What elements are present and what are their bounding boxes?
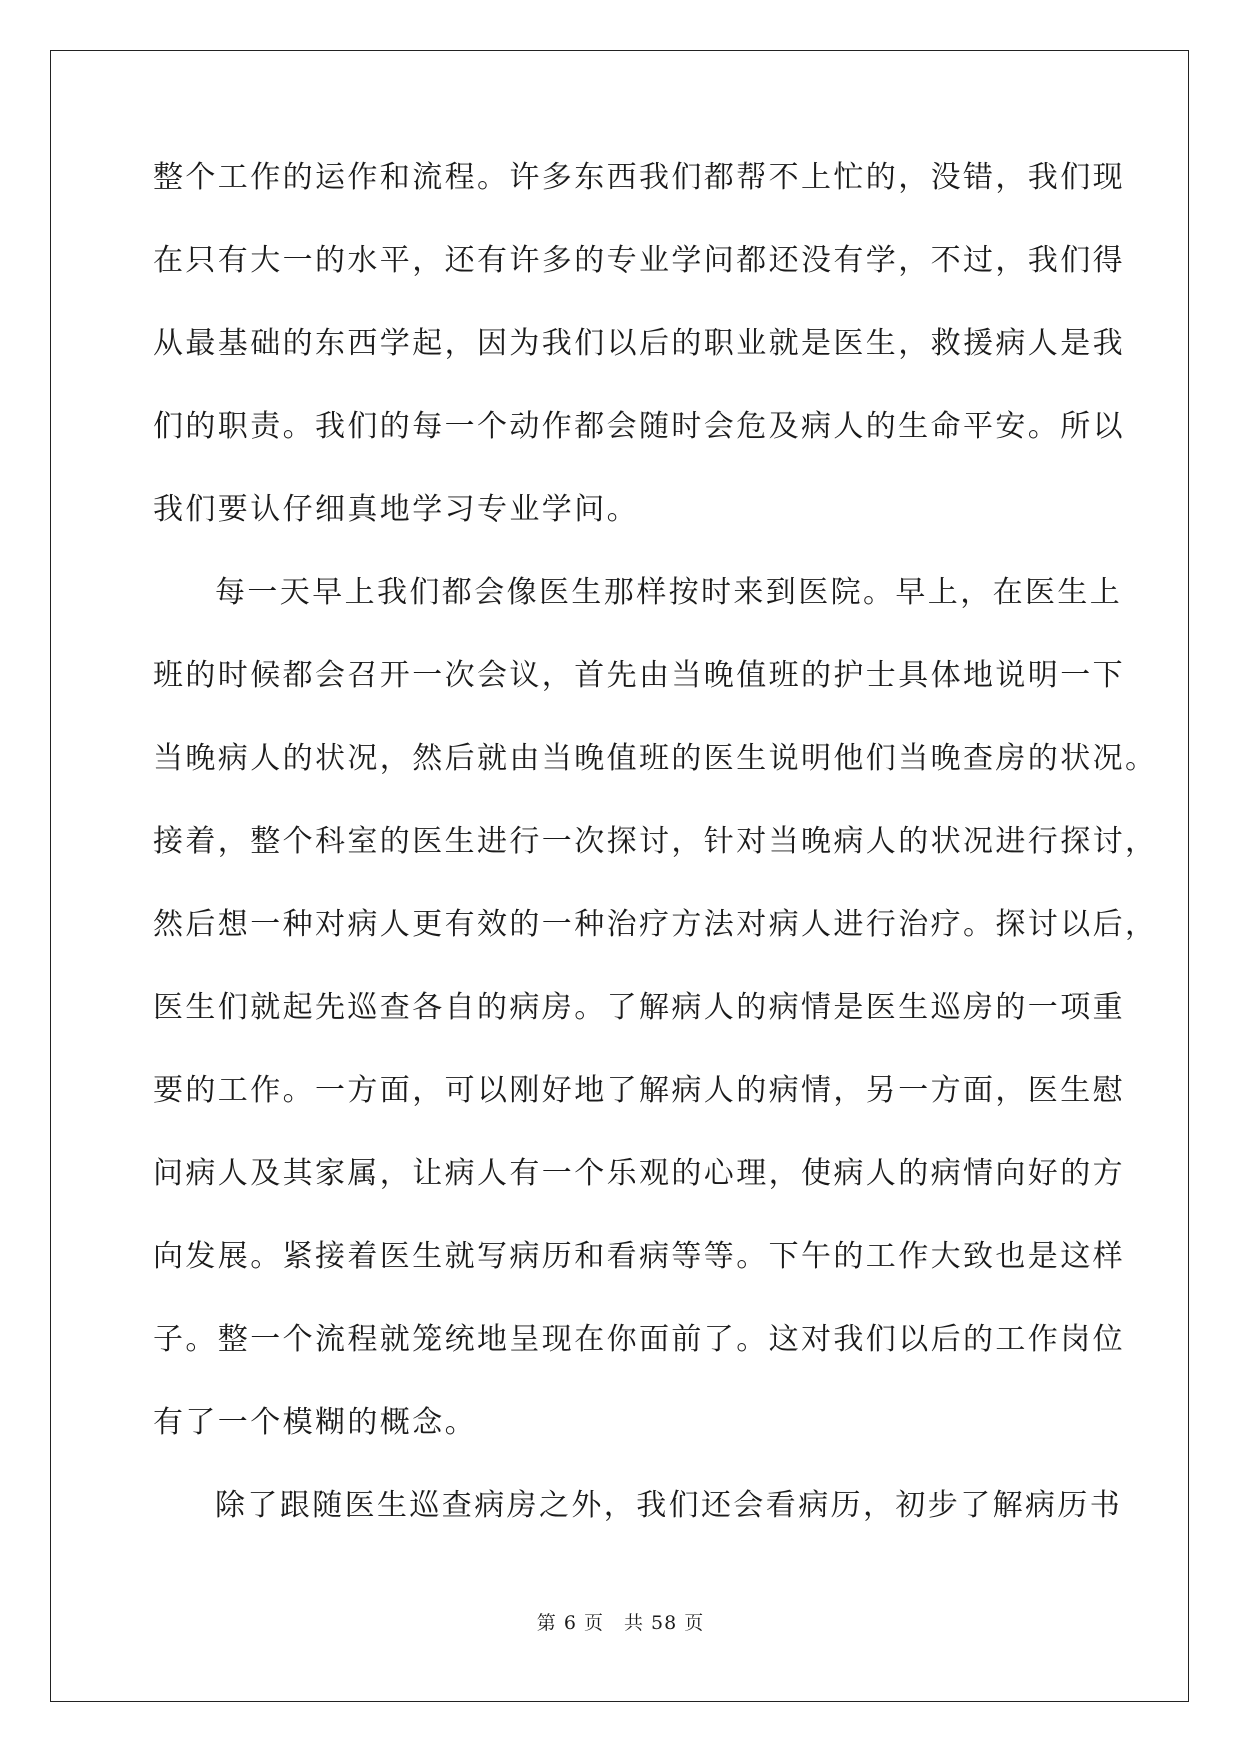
text-line: 在只有大一的水平，还有许多的专业学问都还没有学，不过，我们得 — [153, 243, 1125, 278]
text-line: 问病人及其家属，让病人有一个乐观的心理，使病人的病情向好的方 — [153, 1156, 1125, 1191]
text-line: 然后想一种对病人更有效的一种治疗方法对病人进行治疗。探讨以后， — [153, 907, 1158, 942]
paragraph-first-line: 除了跟随医生巡查病房之外，我们还会看病历，初步了解病历书 — [215, 1488, 1123, 1523]
text-line: 有了一个模糊的概念。 — [153, 1405, 477, 1440]
text-line: 整个工作的运作和流程。许多东西我们都帮不上忙的，没错，我们现 — [153, 160, 1125, 195]
text-line: 要的工作。一方面，可以刚好地了解病人的病情，另一方面，医生慰 — [153, 1073, 1125, 1108]
text-line: 从最基础的东西学起，因为我们以后的职业就是医生，救援病人是我 — [153, 326, 1125, 361]
text-line: 班的时候都会召开一次会议，首先由当晚值班的护士具体地说明一下 — [153, 658, 1125, 693]
page-total: 共 58 页 — [623, 1612, 705, 1634]
text-line: 我们要认仔细真地学习专业学问。 — [153, 492, 639, 527]
text-line: 医生们就起先巡查各自的病房。了解病人的病情是医生巡房的一项重 — [153, 990, 1125, 1025]
text-line: 们的职责。我们的每一个动作都会随时会危及病人的生命平安。所以 — [153, 409, 1125, 444]
text-line: 接着，整个科室的医生进行一次探讨，针对当晚病人的状况进行探讨， — [153, 824, 1158, 859]
document-body — [153, 160, 1158, 1574]
text-line: 子。整一个流程就笼统地呈现在你面前了。这对我们以后的工作岗位 — [153, 1322, 1125, 1357]
text-line: 当晚病人的状况，然后就由当晚值班的医生说明他们当晚查房的状况。 — [153, 741, 1158, 776]
paragraph-first-line: 每一天早上我们都会像医生那样按时来到医院。早上，在医生上 — [215, 575, 1123, 610]
page-number: 第 6 页 — [536, 1612, 604, 1634]
page-footer — [0, 1608, 1241, 1635]
text-line: 向发展。紧接着医生就写病历和看病等等。下午的工作大致也是这样 — [153, 1239, 1125, 1274]
